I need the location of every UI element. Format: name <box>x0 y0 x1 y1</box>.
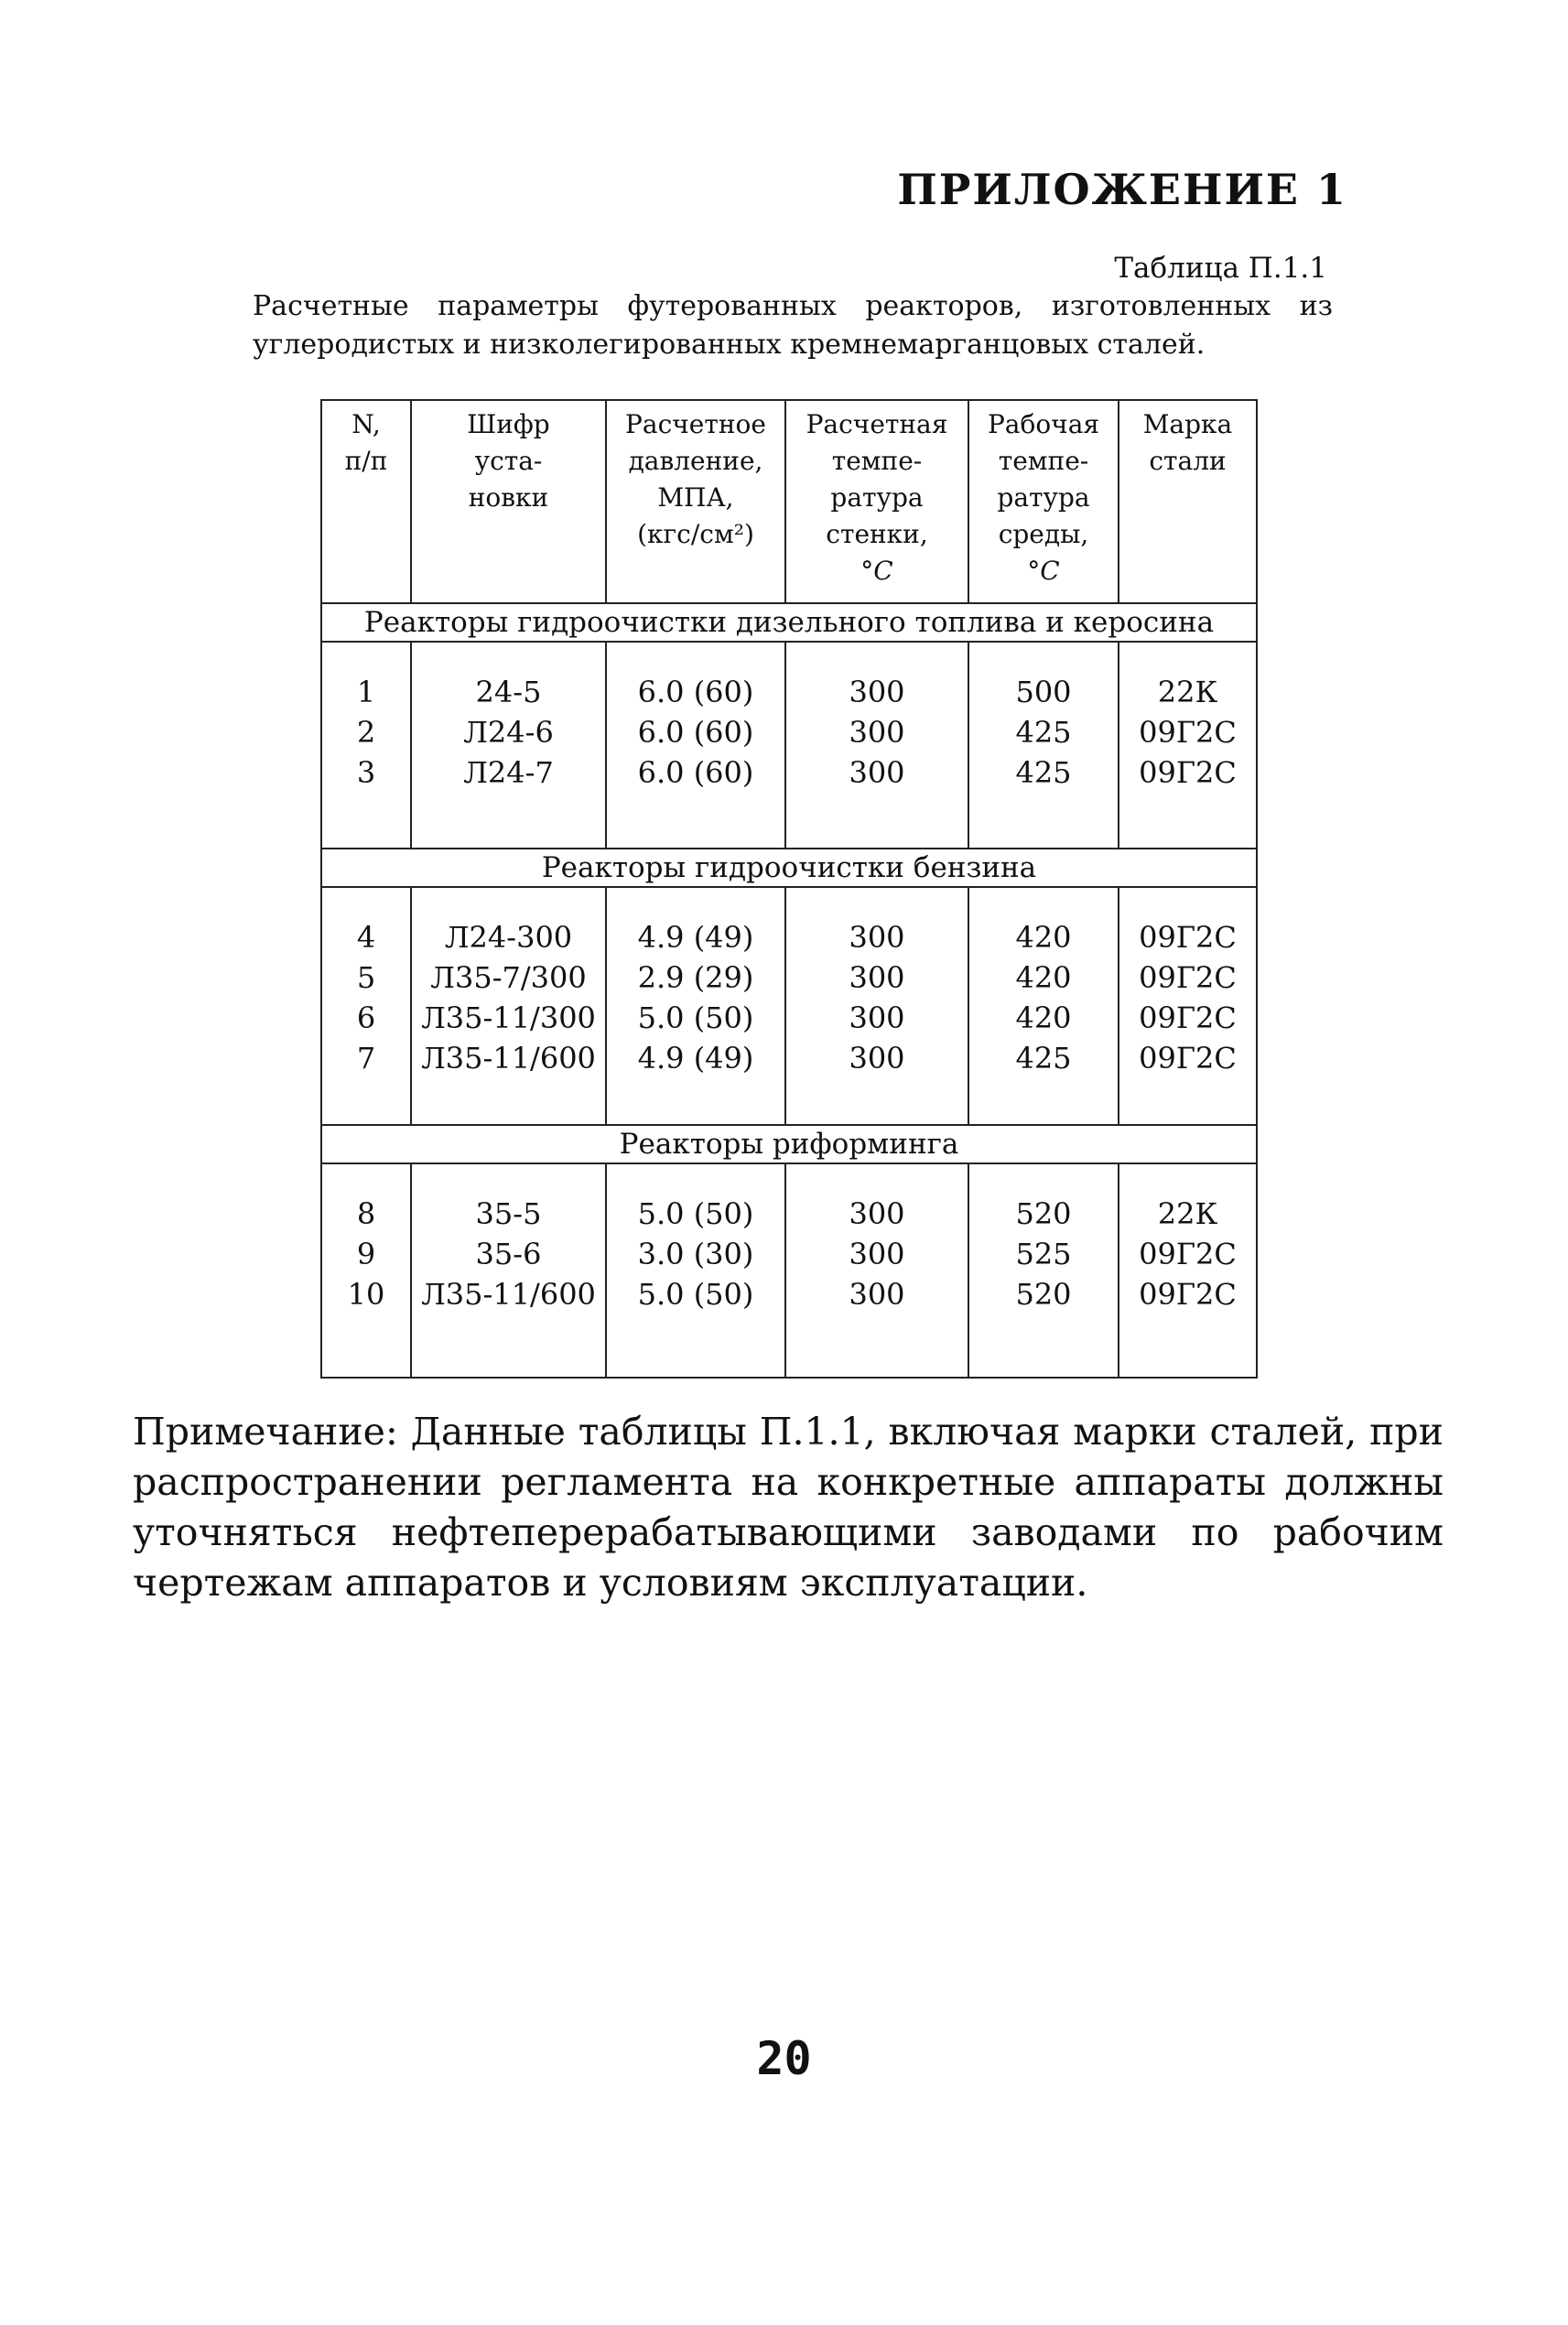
table-row: 9 35-6 3.0 (30) 300 525 09Г2С <box>321 1234 1257 1274</box>
reactor-parameters-table <box>320 399 1258 1379</box>
table-row: 1 24-5 6.0 (60) 300 500 22К <box>321 672 1257 712</box>
appendix-title: ПРИЛОЖЕНИЕ 1 <box>897 165 1347 214</box>
table-row: 6 Л35-11/300 5.0 (50) 300 420 09Г2С <box>321 998 1257 1038</box>
table-caption: Расчетные параметры футерованных реакторов, изготовленных из углеродистых и низколегированных кремнемарганцовых сталей. <box>253 290 1333 361</box>
col-header-code: Шифр уста- новки <box>411 400 606 603</box>
table-row: 10 Л35-11/600 5.0 (50) 300 520 09Г2С <box>321 1274 1257 1314</box>
table-row: 5 Л35-7/300 2.9 (29) 300 420 09Г2С <box>321 957 1257 998</box>
col-header-media-temp: Рабочая темпе- ратура среды, °C <box>968 400 1119 603</box>
table-label: Таблица П.1.1 <box>1114 252 1327 285</box>
col-header-steel: Марка стали <box>1119 400 1257 603</box>
table-row: 8 35-5 5.0 (50) 300 520 22К <box>321 1194 1257 1234</box>
group-header-row <box>321 603 1257 642</box>
col-header-num: N, п/п <box>321 400 411 603</box>
group-header-row <box>321 1125 1257 1163</box>
page-number: 20 <box>756 2032 812 2085</box>
group-header-row <box>321 849 1257 887</box>
group-title: Реакторы риформинга <box>321 1125 1257 1163</box>
group-title: Реакторы гидроочистки бензина <box>321 849 1257 887</box>
group-title: Реакторы гидроочистки дизельного топлива и керосина <box>321 603 1257 642</box>
table-row: 7 Л35-11/600 4.9 (49) 300 425 09Г2С <box>321 1038 1257 1078</box>
table-header-row <box>321 400 1257 603</box>
table-row: 2 Л24-6 6.0 (60) 300 425 09Г2С <box>321 712 1257 752</box>
table-row: 4 Л24-300 4.9 (49) 300 420 09Г2С <box>321 917 1257 957</box>
table-row: 3 Л24-7 6.0 (60) 300 425 09Г2С <box>321 752 1257 793</box>
col-header-pressure: Расчетное давление, МПА, (кгс/см²) <box>606 400 785 603</box>
col-header-wall-temp: Расчетная темпе- ратура стенки, °C <box>785 400 968 603</box>
table-note: Примечание: Данные таблицы П.1.1, включая марки сталей, при распространении регламента на конкретные аппараты должны уточняться нефтеперерабатывающими заводами по рабочим чертежам аппаратов и условиям эксплуатации. <box>133 1410 1444 1605</box>
